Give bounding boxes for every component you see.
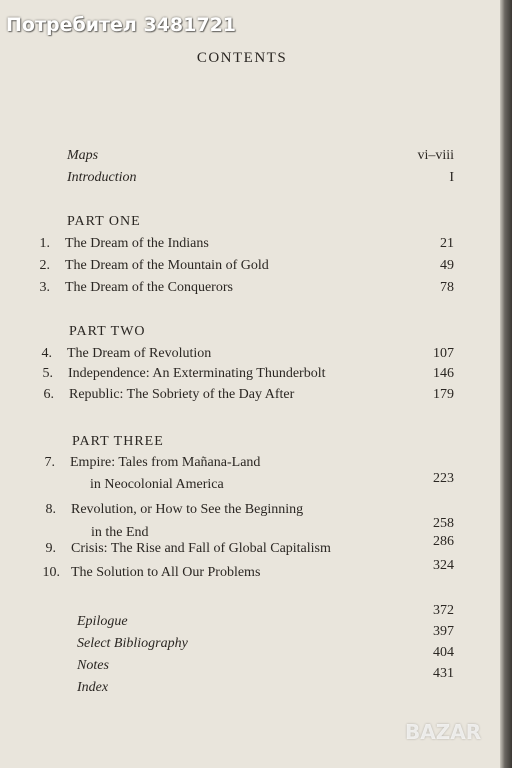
chapter-title: The Dream of Revolution (67, 346, 212, 361)
bazar-logo: BAZAR (405, 720, 482, 744)
toc-chapter-8 (0, 502, 500, 524)
chapter-title-continued: in Neocolonial America (90, 477, 224, 492)
entry-page: 431 (433, 666, 454, 681)
toc-entry-index (0, 666, 500, 702)
entry-page: 404 (433, 645, 454, 660)
chapter-title-continued: in the End (91, 525, 149, 540)
entry-title: Index (77, 680, 109, 695)
chapter-page: 21 (440, 236, 454, 251)
toc-chapter-9 (0, 534, 500, 563)
chapter-page: 107 (433, 346, 454, 361)
chapter-page: 223 (433, 471, 454, 486)
chapter-number: 6. (43, 387, 54, 402)
entry-page: 397 (433, 624, 454, 639)
entry-title: Maps (67, 148, 99, 163)
entry-page: I (449, 170, 454, 185)
page-edge-shadow (500, 0, 512, 768)
chapter-number: 7. (44, 455, 55, 470)
contents-heading: CONTENTS (196, 50, 288, 66)
toc-chapter-7 (0, 455, 500, 477)
chapter-number: 2. (39, 258, 50, 273)
entry-page: 372 (433, 603, 454, 618)
chapter-title: The Dream of the Conquerors (65, 280, 233, 295)
toc-chapter-5 (0, 366, 500, 388)
chapter-number: 9. (45, 541, 56, 556)
chapter-title: The Dream of the Mountain of Gold (65, 258, 269, 273)
chapter-title: Revolution, or How to See the Beginning (71, 502, 304, 517)
entry-title: Notes (77, 658, 109, 673)
chapter-title: Independence: An Exterminating Thunderbolt (68, 366, 326, 381)
toc-chapter-4 (0, 346, 500, 368)
user-watermark: Потребител 3481721 (6, 14, 237, 36)
chapter-title: The Solution to All Our Problems (71, 565, 261, 580)
chapter-number: 3. (39, 280, 50, 295)
chapter-page: 146 (433, 366, 454, 381)
toc-entry-notes (0, 645, 500, 680)
entry-page: vi–viii (417, 148, 454, 163)
toc-chapter-10 (0, 558, 500, 587)
chapter-number: 4. (41, 346, 52, 361)
chapter-page: 286 (433, 534, 454, 549)
part-heading: PART ONE (67, 214, 141, 229)
part-heading: PART THREE (72, 434, 164, 449)
toc-chapter-3 (0, 280, 500, 302)
chapter-title: Crisis: The Rise and Fall of Global Capitalism (71, 541, 331, 556)
chapter-page: 179 (433, 387, 454, 402)
chapter-number: 5. (42, 366, 53, 381)
chapter-number: 8. (45, 502, 56, 517)
chapter-page: 258 (433, 516, 454, 531)
chapter-page: 324 (433, 558, 454, 573)
chapter-title: Empire: Tales from Mañana-Land (70, 455, 261, 470)
toc-chapter-2 (0, 258, 500, 280)
entry-title: Introduction (67, 170, 137, 185)
chapter-page: 78 (440, 280, 454, 295)
toc-chapter-7-cont (0, 471, 500, 499)
toc-entry-introduction (0, 170, 500, 192)
chapter-number: 10. (42, 565, 60, 580)
part-heading: PART TWO (69, 324, 146, 339)
chapter-title: Republic: The Sobriety of the Day After (69, 387, 295, 402)
toc-chapter-6 (0, 387, 500, 409)
toc-chapter-1 (0, 236, 500, 258)
toc-entry-bibliography (0, 624, 500, 658)
entry-title: Select Bibliography (77, 636, 188, 651)
toc-entry-epilogue (0, 603, 500, 636)
chapter-title: The Dream of the Indians (65, 236, 209, 251)
chapter-number: 1. (39, 236, 50, 251)
entry-title: Epilogue (77, 614, 128, 629)
chapter-page: 49 (440, 258, 454, 273)
toc-entry-maps (0, 148, 500, 170)
